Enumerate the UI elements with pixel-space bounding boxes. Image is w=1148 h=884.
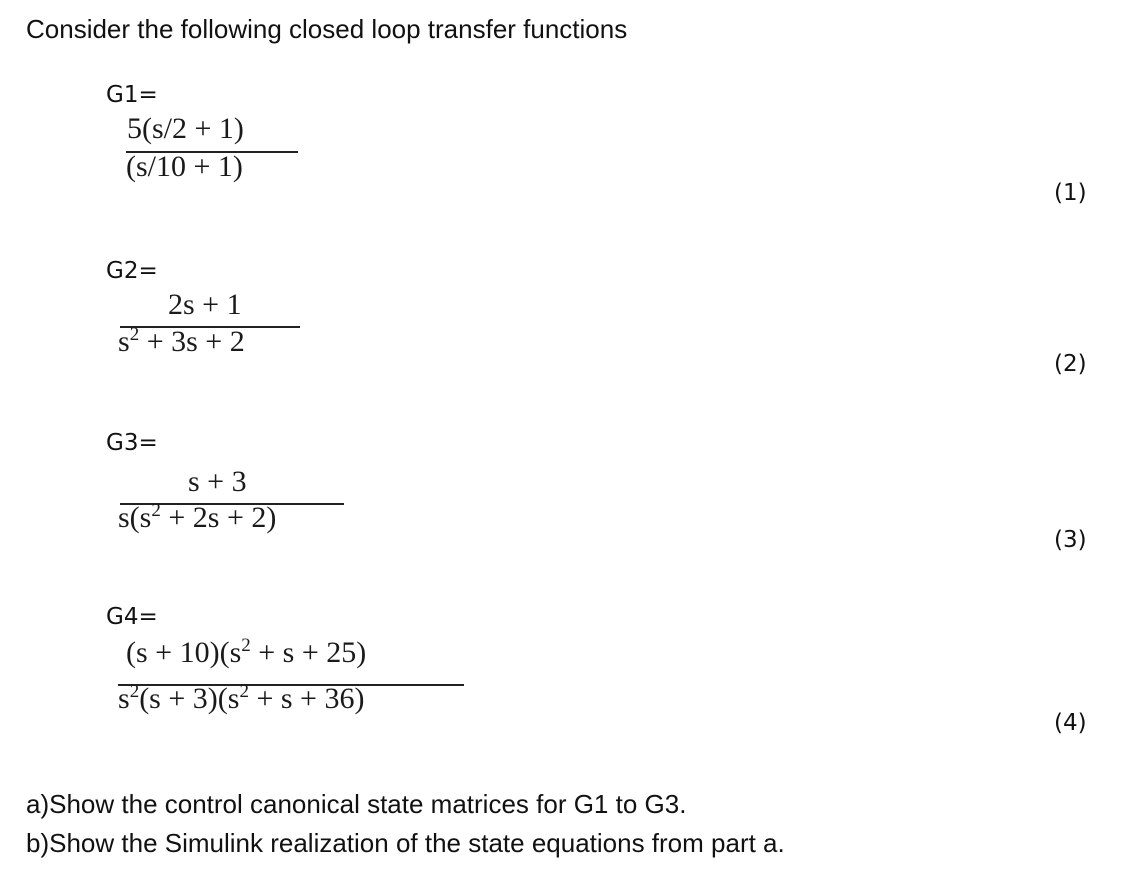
g3-denominator: $s(s^2 + 2s + 2)$	[118, 500, 277, 534]
g2-equation-number: (2)	[1054, 351, 1087, 377]
g1-denominator: (s/10 + 1)	[126, 150, 243, 183]
problem-intro: Consider the following closed loop transfer functions	[26, 14, 628, 44]
g4-numerator: $(s + 10)(s^2 + s + 25)$	[126, 635, 367, 669]
g3-label: G3=	[106, 430, 158, 456]
g4-label: G4=	[106, 604, 158, 630]
g1-label: G1=	[106, 82, 158, 108]
question-b: b)Show the Simulink realization of the state equations from part a.	[26, 828, 785, 858]
g2-denominator: $s^2 + 3s + 2$	[118, 324, 245, 358]
g4-denominator: $s^2(s + 3)(s^2 + s + 36)$	[118, 681, 365, 715]
g3-numerator: s + 3	[188, 465, 247, 498]
g4-equation-number: (4)	[1054, 710, 1087, 736]
g2-numerator: 2s + 1	[168, 288, 242, 321]
g3-equation-number: (3)	[1054, 527, 1087, 553]
g1-equation-number: (1)	[1054, 180, 1087, 206]
g1-numerator: 5(s/2 + 1)	[127, 112, 244, 145]
g2-label: G2=	[106, 258, 158, 284]
question-a: a)Show the control canonical state matrices for G1 to G3.	[26, 789, 687, 819]
